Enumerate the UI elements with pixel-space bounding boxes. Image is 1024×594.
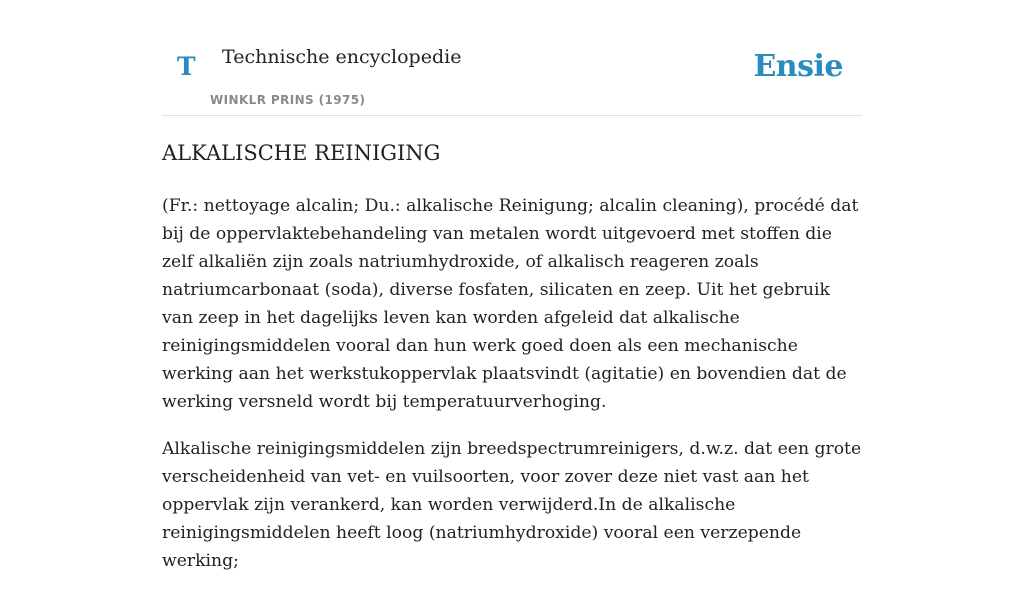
encyclopedia-logo-icon[interactable]: T (177, 52, 196, 81)
article-paragraph-2: Alkalische reinigingsmiddelen zijn breedspectrumreinigers, d.w.z. dat een grote verscheidenheid van vet- en vuilsoorten, voor zover deze niet vast aan het oppervlak zijn verankerd, kan worden verwijderd.In de alkalische reinigingsmiddelen heeft loog (natriumhydroxide) vooral een verzepende werking; (162, 439, 862, 571)
article-title: ALKALISCHE REINIGING (162, 141, 441, 165)
encyclopedia-title[interactable]: Technische encyclopedie (222, 46, 462, 68)
article-body (162, 192, 862, 594)
ensie-brand-logo[interactable]: Ensie (753, 49, 843, 84)
article-paragraph-1: (Fr.: nettoyage alcalin; Du.: alkalische Reinigung; alcalin cleaning), procédé dat bij de oppervlaktebehandeling van metalen wordt uitgevoerd met stoffen die zelf alkaliën zijn zoals natriumhydroxide, of alkalisch reageren zoals natriumcarbonaat (soda), diverse fosfaten, silicaten en zeep. Uit het gebruik van zeep in het dagelijks leven kan worden afgeleid dat alkalische reinigingsmiddelen vooral dan hun werk goed doen als een mechanische werking aan het werkstukoppervlak plaatsvindt (agitatie) en bovendien dat de werking versneld wordt bij temperatuurverhoging. (162, 196, 859, 412)
source-label: WINKLR PRINS (1975) (210, 93, 366, 107)
header (162, 0, 862, 116)
